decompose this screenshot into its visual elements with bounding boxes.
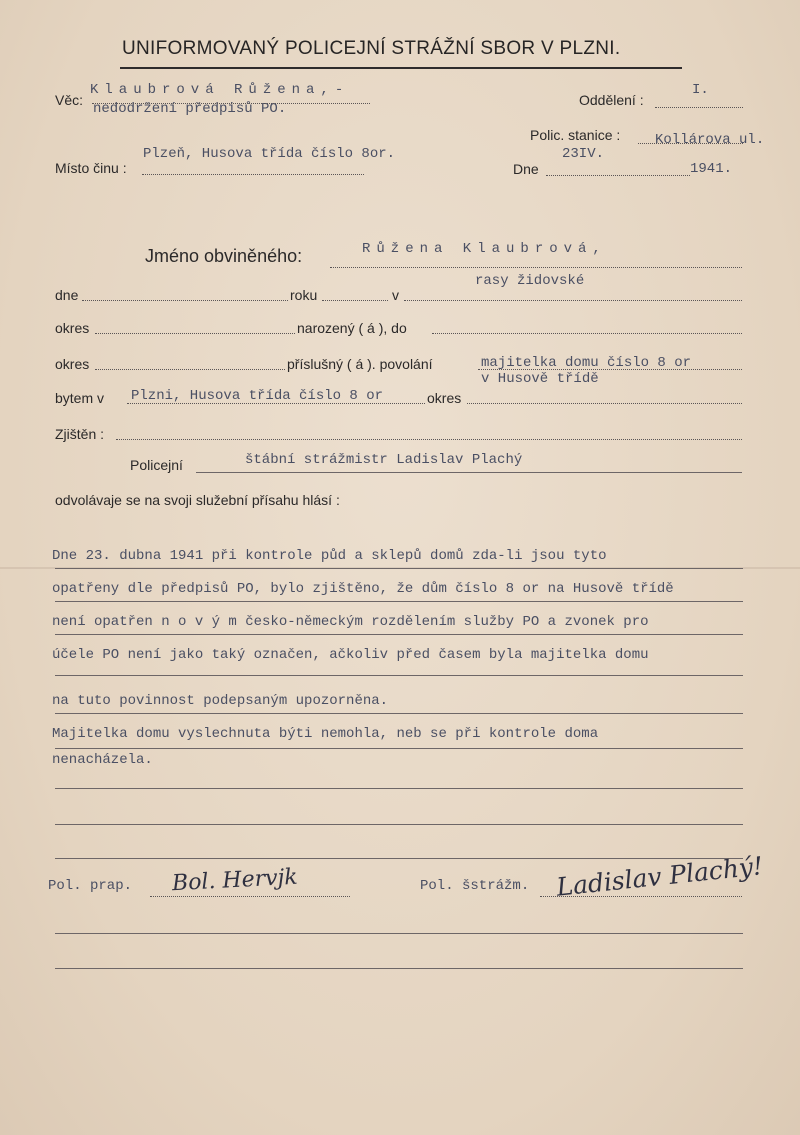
misto-dotted-line [142,174,364,175]
prap-signature: Bol. Hervjk [171,864,299,897]
oddeleni-label: Oddělení : [579,92,644,108]
oddeleni-value: I. [692,82,709,98]
report-line-3: není opatřen n o v ý m česko-německým rozdělením služby PO a zvonek pro [52,614,649,630]
odvolavaje-text: odvolávaje se na svoji služební přísahu hlásí : [55,492,340,508]
v-dotted-line [404,300,742,301]
okres2-label: okres [55,356,90,372]
roku-dotted-line [322,300,388,301]
report-line-5: na tuto povinnost podepsaným upozorněna. [52,693,389,709]
roku-label: roku [290,287,318,303]
jmeno-label: Jméno obviněného: [145,246,303,266]
bytem-value: Plzni, Husova třída číslo 8 or [131,388,384,404]
bytem-label: bytem v [55,390,105,406]
prap-label: Pol. prap. [48,878,133,894]
policejni-value: štábní strážmistr Ladislav Plachý [245,452,523,468]
vec-dotted-line [92,103,370,104]
jmeno-dotted-line [330,267,742,268]
page-title: UNIFORMOVANÝ POLICEJNÍ STRÁŽNÍ SBOR V PLZNI. [122,38,621,59]
okres3-label: okres [427,390,462,406]
report-rule-7 [55,788,743,789]
okres2-dotted-line [95,369,285,370]
povolani-line1: majitelka domu číslo 8 or [481,355,692,371]
prislusny-label: příslušný ( á ). povolání [287,356,433,372]
vec-value-line1: Klaubrová Růžena,- [90,82,350,98]
bottom-rule-1 [55,933,743,934]
okres3-dotted-line [467,403,742,404]
report-line-1: Dne 23. dubna 1941 při kontrole půd a sklepů domů zda-li jsou tyto [52,548,607,564]
dne-top-value: 23IV. [562,146,605,162]
dne-top-label: Dne [513,161,539,177]
title-underline [120,67,682,69]
rasy-value: rasy židovské [475,273,585,289]
povolani-dotted-line [478,369,742,370]
policejni-label: Policejní [130,457,183,473]
oddeleni-dotted-line [655,107,743,108]
report-line-7: nenacházela. [52,752,153,768]
povolani-line2: v Husově třídě [481,371,599,387]
prap-dotted-line [150,896,350,897]
report-rule-8 [55,824,743,825]
dne-dotted-line [82,300,288,301]
narozeny-label: narozený ( á ), do [297,320,407,336]
dne-top-dotted-line [546,175,690,176]
report-rule-6 [55,748,743,749]
report-rule-1 [55,568,743,569]
bytem-dotted-line [127,403,425,404]
v-label: v [392,287,399,303]
bottom-rule-2 [55,968,743,969]
vec-label: Věc: [55,92,84,108]
policejni-line [196,472,742,473]
report-rule-4 [55,675,743,676]
okres-label: okres [55,320,90,336]
report-line-6: Majitelka domu vyslechnuta býti nemohla, neb se při kontrole doma [52,726,599,742]
report-line-4: účele PO není jako taký označen, ačkoliv před časem byla majitelka domu [52,647,649,663]
strazm-signature: Ladislav Plachý! [555,851,765,902]
okres-dotted-line [95,333,295,334]
report-rule-5 [55,713,743,714]
dne-label: dne [55,287,79,303]
report-rule-3 [55,634,743,635]
stanice-label: Polic. stanice : [530,127,621,143]
zjisten-label: Zjištěn : [55,426,105,442]
report-rule-2 [55,601,743,602]
strazm-dotted-line [540,896,742,897]
year-value: 1941. [690,161,733,177]
vec-value-line2: nedodržení předpisů PO. [93,101,287,117]
misto-value: Plzeň, Husova třída číslo 8or. [143,146,396,162]
jmeno-value: Růžena Klaubrová, [362,241,607,257]
report-line-2: opatřeny dle předpisů PO, bylo zjištěno, že dům číslo 8 or na Husově třídě [52,581,674,597]
report-rule-9 [55,858,743,859]
misto-label: Místo činu : [55,160,127,176]
zjisten-dotted-line [116,439,742,440]
narozeny-dotted-line [432,333,742,334]
strazm-label: Pol. šstrážm. [420,878,530,894]
stanice-dotted-line [638,143,743,144]
stanice-value: Kollárova ul. [655,132,765,148]
